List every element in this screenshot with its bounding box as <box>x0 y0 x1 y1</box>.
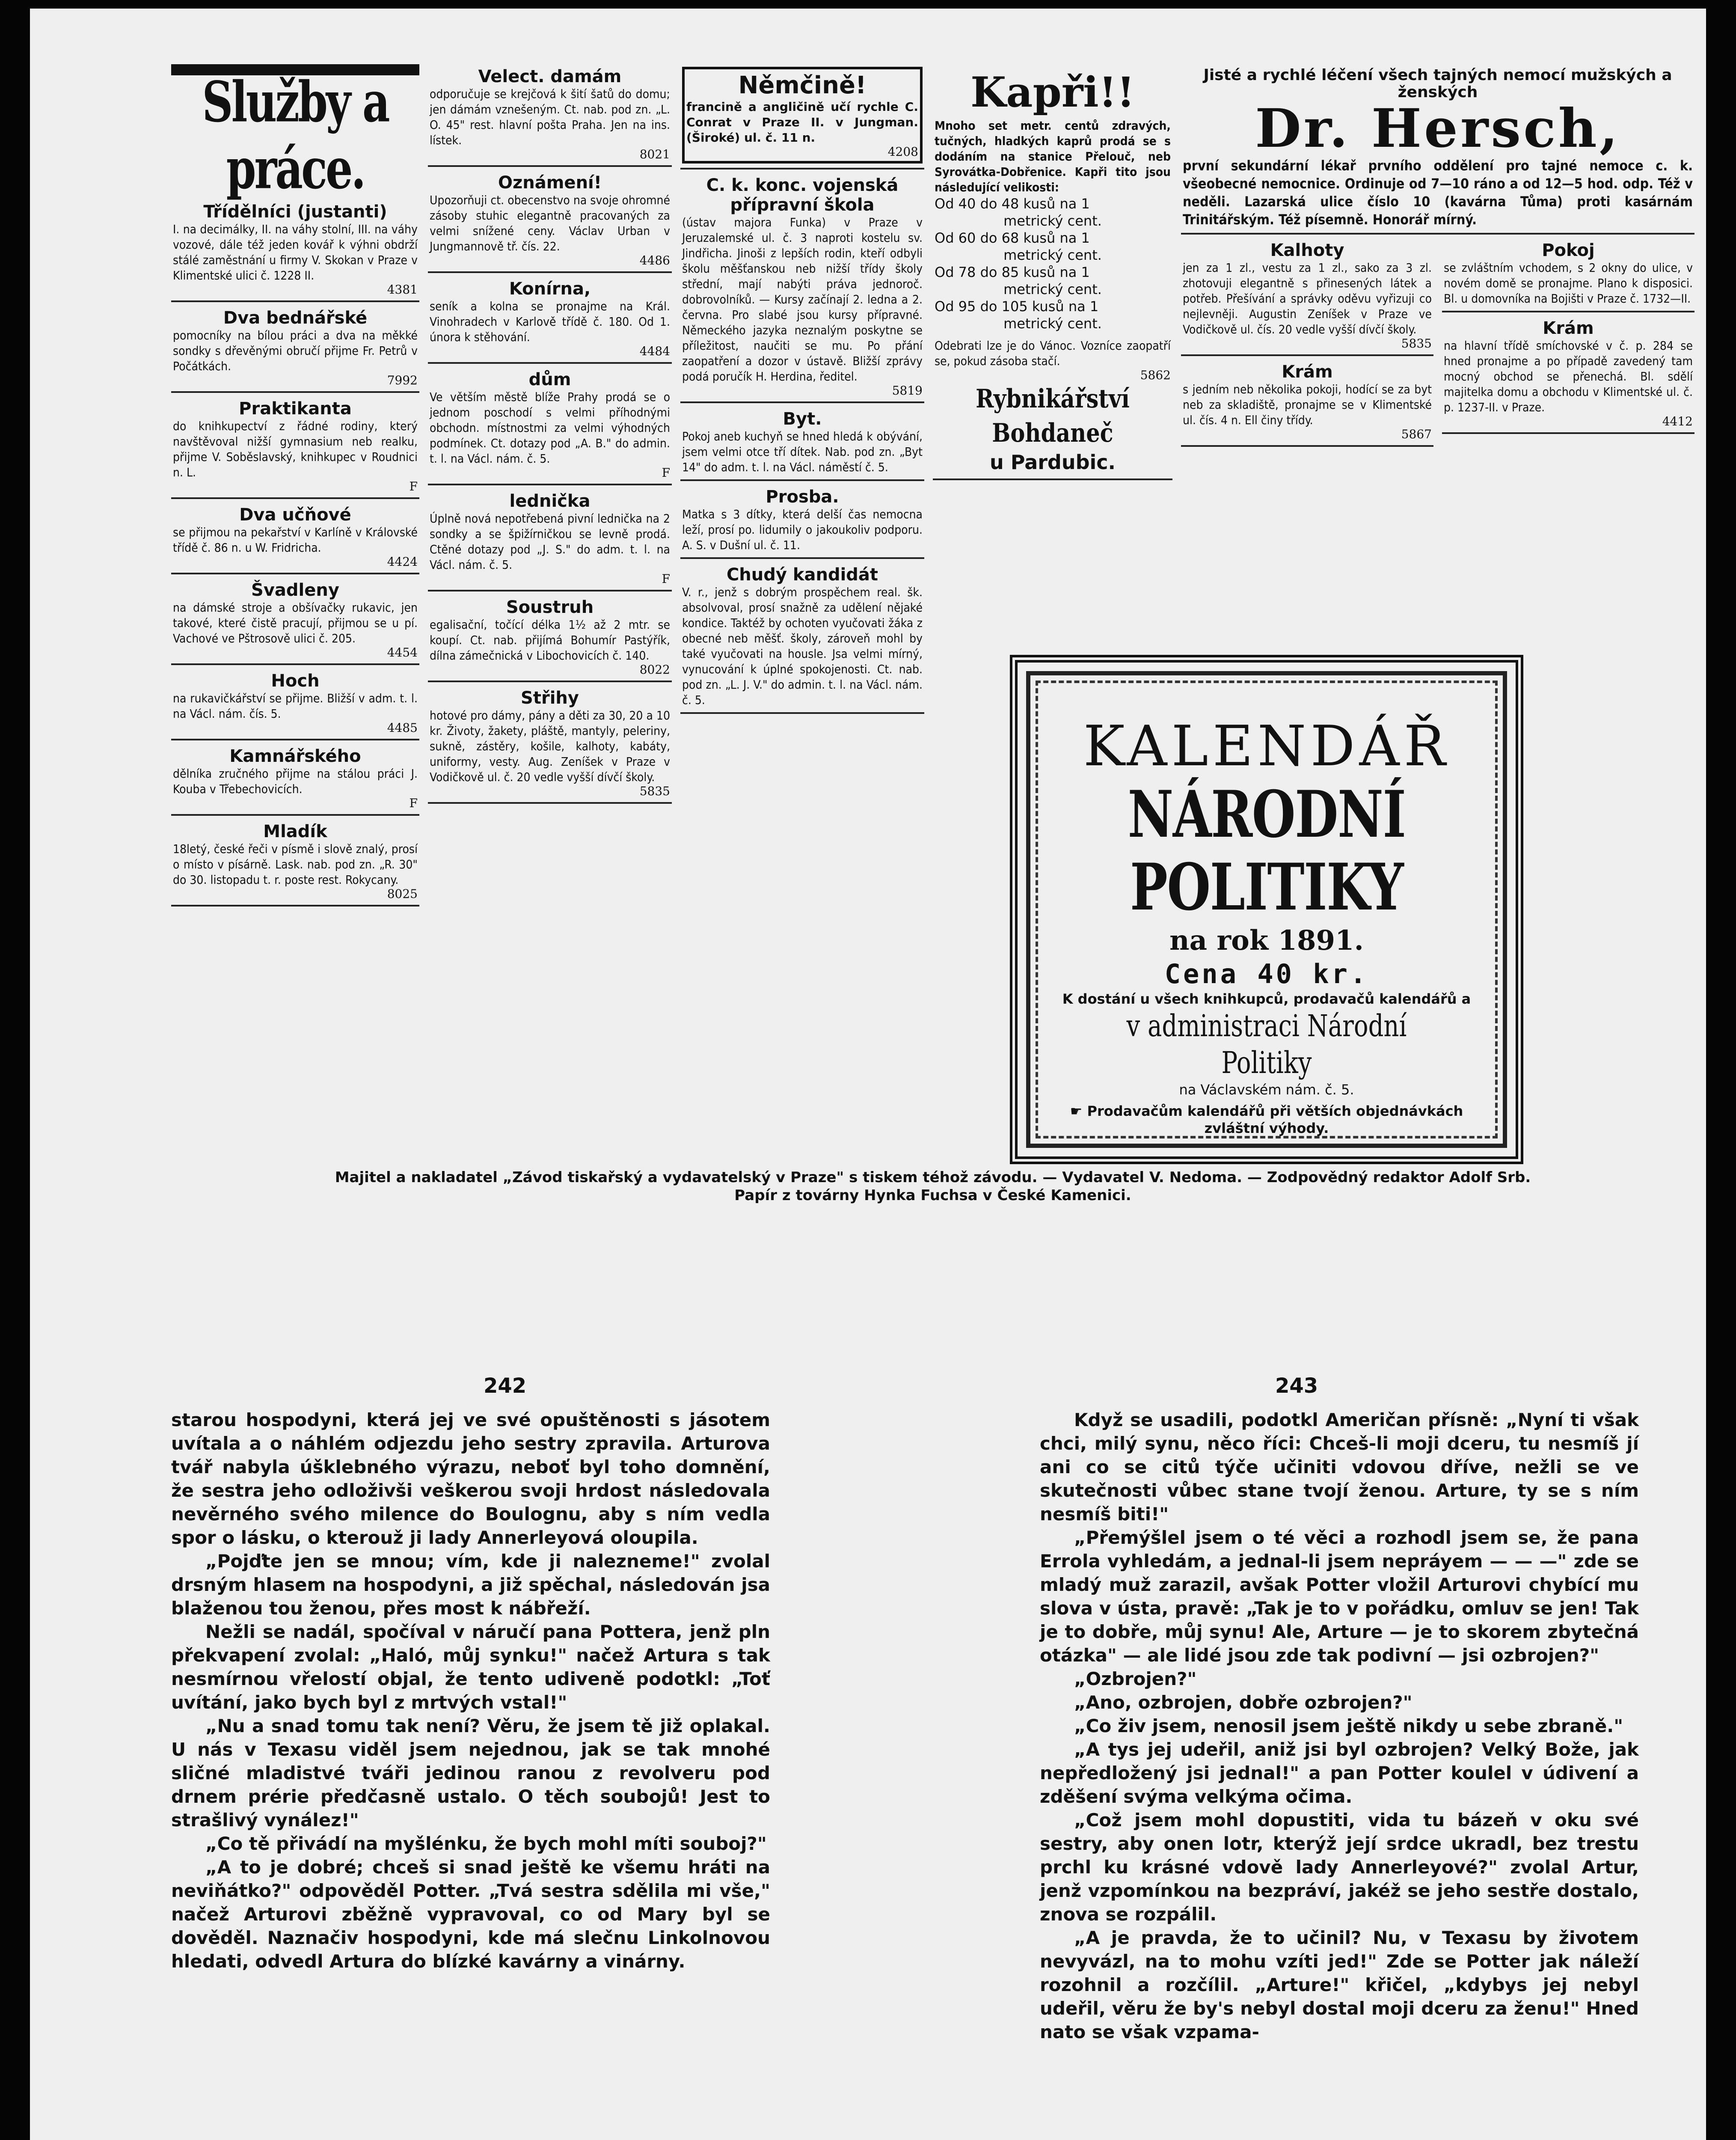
paragraph: Když se usadili, podotkl Američan přísně: „Nyní ti však chci, milý synu, něco říci: Chceš-li moji dceru, tu nesmíš jí ani co se citů týče učiniti vdovou dříve, nežli se ve skutečnosti vůbec stane tvojí ženou. Arture, ty se s ním nesmíš biti!" <box>1040 1409 1639 1525</box>
classified-ad <box>171 578 419 665</box>
ad-text: Upozorňuji ct. obecenstvo na svoje ohromné zásoby stuhic elegantně pracovaných za velmi snížené ceny. Václav Urban v Jungmannově tř. čís. 22. <box>430 193 670 253</box>
paragraph: „Ano, ozbrojen, dobře ozbrojen?" <box>1074 1692 1413 1713</box>
row-right: metrický cent. <box>1003 315 1102 332</box>
classified-ad <box>171 669 419 740</box>
paragraph: „Přemýšlel jsem o té věci a rozhodl jsem se, že pana Errola vyhledám, a jednal-li jsem nepráyem — — —" zde se mladý muž zarazil, avšak Potter vložil Arturovi chybící mu slova v ústa, pravě: „Tak je to v pořádku, omluv se jen! Tak je to dobře, můj synu! Ale, Arture — je to skorem zbytečná otázka" — ale lidé jsou zde tak podivní — jsi ozbrojen?" <box>1040 1527 1639 1666</box>
paragraph: Nežli se nadál, spočíval v náručí pana Pottera, jenž pln překvapení zvolal: „Haló, můj synku!" načež Artura s tak nesmírnou vřelostí objal, že tento udiveně podotkl: „Toť uvítání, jako bych byl z mrtvých vstal!" <box>171 1621 770 1713</box>
paper-line: Papír z továrny Hynka Fuchsa v České Kamenici. <box>734 1187 1131 1204</box>
classified-ad <box>171 819 419 907</box>
ad-text: francině a angličině učí rychle C. Conrat v Praze II. v Jungman. (Široké) ul. č. 11 n. <box>686 100 918 145</box>
ad-title: Soustruh <box>506 597 594 617</box>
table-row <box>935 247 1171 264</box>
ad-code: 4381 <box>387 282 418 297</box>
publisher-line: Majitel a nakladatel „Závod tiskařský a vydavatelský v Praze" s tiskem téhož závodu. — Vydavatel V. Nedoma. — Zodpovědný redaktor Adolf Srb. <box>335 1169 1531 1186</box>
ad-code: 7992 <box>387 373 418 387</box>
ad-text: dělníka zručného přijme na stálou práci J. Kouba v Třebechovicích. <box>173 767 418 796</box>
classified-ad <box>1181 238 1433 356</box>
classified-ad <box>428 170 672 273</box>
paragraph: „Co tě přivádí na myšlénku, že bych mohl míti souboj?" <box>205 1833 767 1854</box>
book-page-right <box>1040 1408 1639 2044</box>
row-left: Od 78 do 85 kusů na 1 <box>935 264 1090 280</box>
row-left: Od 95 do 105 kusů na 1 <box>935 298 1099 315</box>
ad-code: 8025 <box>387 887 418 901</box>
classified-ad <box>680 562 924 714</box>
ad-title: Chudý kandidát <box>726 565 878 585</box>
table-row <box>935 195 1171 212</box>
paragraph: „A tys jej udeřil, aniž jsi byl ozbrojen? Velký Bože, jak nepředložený jsi jednal!" a pan Potter koulel v údivení a zděšení svýma velkýma očima. <box>1040 1739 1639 1807</box>
ad-text: seník a kolna se pronajme na Král. Vinohradech v Karlově třídě č. 180. Od 1. února k stěhování. <box>430 299 670 344</box>
publisher-footer <box>171 1168 1694 1204</box>
ad-text: (ústav majora Funka) v Praze v Jeruzalemské ul. č. 3 naproti kostelu sv. Jindřicha. Jinoši z lepších rodin, kteří odbyli školu měšťanskou neb nižší třídy školy střední, mají nabýti práva jednoroč. dobrovolníků. — Kursy začínají 2. ledna a 2. června. Pro slabé jsou kursy přípravné. Německého jazyka neznalým poskytne se příležitost, naučiti se mu. Po přání zaopatření a dozor v ústavě. Bližší zprávy podá poručík H. Herdina, ředitel. <box>682 215 923 383</box>
classified-ad <box>1442 316 1694 434</box>
calendar-year: na rok 1891. <box>1169 924 1364 957</box>
ad-text: pomocníky na bílou práci a dva na měkké sondky s dřevěnými obručí přijme Fr. Petrů v Počátkách. <box>173 328 418 373</box>
calendar-note <box>1043 1103 1490 1137</box>
ad-title: Střihy <box>521 688 579 708</box>
ad-title: Němčině! <box>738 71 867 99</box>
ad-text: první sekundární lékař prvního oddělení pro tajné nemoce c. k. všeobecné nemocnice. Ordinuje od 7—10 ráno a od 12—5 hod. odp. Též v neděli. Lazarská ulice číslo 10 (kavárna Tůma) proti kasárnám Trinitářským. Též písemně. Honorář mírný. <box>1183 158 1693 228</box>
classified-ad <box>1181 360 1433 447</box>
ads-left <box>1181 238 1433 450</box>
ad-text: odporučuje se krejčová k šití šatů do domu; jen dámám vznešeným. Ct. nab. pod zn. „L. O. 45" rest. hlavní pošta Praha. Jen na ins. lístek. <box>430 87 670 147</box>
ad-title: dům <box>528 370 571 389</box>
ad-title: Třídělníci (justanti) <box>203 202 387 222</box>
calendar-title: KALENDÁŘ <box>1083 713 1450 779</box>
calendar-subtitle: NÁRODNÍ POLITIKY <box>1128 777 1406 925</box>
ad-code: 4486 <box>639 253 670 268</box>
column-services <box>171 64 419 910</box>
page-number-left: 242 <box>484 1374 527 1398</box>
ad-title: C. k. konc. vojenská přípravní škola <box>706 175 899 215</box>
calendar-note-text: Prodavačům kalendářů při větších objednávkách zvláštní výhody. <box>1087 1103 1463 1136</box>
paragraph: starou hospodyni, která jej ve své opuštěnosti s jásotem uvítala a o náhlém odjezdu jeho sestry zpravila. Arturova tvář nabyla úšklebného výrazu, neboť byl toho domnění, že sestra jeho odloživši veškerou svoji hrdost následovala nevěrného svého milence do Boulognu, aby s ním vedla spor o lásku, o kterouž ji lady Annerleyová oloupila. <box>171 1409 770 1548</box>
calendar-advert-inner <box>1026 671 1507 1148</box>
ad-title: Kalhoty <box>1270 241 1344 260</box>
ad-title: Krám <box>1543 318 1594 338</box>
ad-code: 5867 <box>1401 427 1432 441</box>
doctor-name: Dr. Hersch, <box>1255 98 1620 160</box>
table-row <box>935 229 1171 247</box>
ad-code: 4454 <box>387 645 418 660</box>
calendar-advert <box>1010 655 1523 1164</box>
paragraph: „A je pravda, že to učinil? Nu, v Texasu by životem nevyvázl, na to mohu vzíti jed!" Zde se Potter jak náleží rozohnil a rozčílil. „Arture!" křičel, „kdybys jej nebyl udeřil, věru že by's nebyl dostal moji dceru za ženu!" Hned nato se však vzpama- <box>1040 1927 1639 2042</box>
table-row <box>935 315 1171 332</box>
ad-text: hotové pro dámy, pány a děti za 30, 20 a 10 kr. Životy, žakety, pláště, mantyly, peleriny, sukně, zástěry, košile, kalhoty, kabáty, uniformy, vesty. Aug. Zeníšek v Praze v Vodičkově ul. č. 20 vedle vyšší dívčí školy. <box>430 708 670 784</box>
row-right: metrický cent. <box>1003 247 1102 263</box>
paragraph: „Pojďte jen se mnou; vím, kde ji nalezneme!" zvolal drsným hlasem na hospodyni, a již spěchal, následován jsa blaženou tou ženou, přes most k nábřeží. <box>171 1551 770 1619</box>
classified-ad <box>680 173 924 403</box>
ad-title: Velect. damám <box>478 67 622 86</box>
paragraph: „Ozbrojen?" <box>1074 1668 1197 1689</box>
ad-text: Pokoj aneb kuchyň se hned hledá k obývání, jsem velmi otce tří dítek. Nab. pod zn. „Byt 14" do adm. t. l. na Václ. náměstí č. 5. <box>682 429 923 474</box>
ad-code: 4412 <box>1662 414 1693 428</box>
ad-text: na dámské stroje a obšívačky rukavic, jen takové, které čistě pracují, přijmou se u pí. Vachové ve Pštrosově ulici č. 205. <box>173 600 418 645</box>
column-ads-2 <box>428 64 672 807</box>
ad-title: Kamnářského <box>229 746 361 766</box>
ad-text: I. na decimálky, II. na váhy stolní, III. na váhy vozové, dále též jeden kovář k výhni obdrží stálé zaměstnání u firmy V. Skokan v Praze v Klimentské ulici č. 1228 II. <box>173 222 418 282</box>
row-right: metrický cent. <box>1003 281 1102 297</box>
page-number-right: 243 <box>1275 1374 1318 1398</box>
ad-text: 18letý, české řeči v písmě i slově znalý, prosí o místo v písárně. Lask. nab. pod zn. „R. 30" do 30. listopadu t. r. poste rest. Rokycany. <box>173 842 418 887</box>
ad-text: s jedním neb několika pokoji, hodící se za byt neb za skladiště, pronajme se v Klimentské ul. čís. 4 n. Ell činy třídy. <box>1183 382 1432 427</box>
table-row <box>935 264 1171 281</box>
ad-text: Odebrati lze je do Vánoc. Vozníce zaopatří se, pokud zásoba stačí. <box>935 339 1171 368</box>
calendar-availability: K dostání u všech knihkupců, prodavačů kalendářů a <box>1062 991 1471 1007</box>
ad-code: 5835 <box>639 784 670 798</box>
paragraph: „Co živ jsem, nenosil jsem ještě nikdy u sebe zbraně." <box>1074 1715 1623 1736</box>
ad-title: Dva učňové <box>239 505 351 525</box>
ad-code: 8022 <box>639 663 670 677</box>
classified-ad <box>680 407 924 481</box>
ad-code: F <box>409 796 418 810</box>
pointing-hand-icon: ☛ <box>1070 1103 1087 1119</box>
classified-ad <box>428 64 672 167</box>
ad-title: Praktikanta <box>239 399 352 419</box>
ad-text: egalisační, točící délka 1½ až 2 mtr. se koupí. Ct. nab. přijímá Bohumír Pastýřík, dílna zámečnická v Libochovicích č. 140. <box>430 618 670 663</box>
calendar-admin: v administraci Národní Politiky <box>1126 1008 1407 1080</box>
ad-title: lednička <box>509 491 591 511</box>
newspaper-page <box>171 64 1694 1194</box>
doctor-ad <box>1181 64 1694 235</box>
ad-tagline: Jisté a rychlé léčení všech tajných nemocí mužských a ženských <box>1203 66 1672 101</box>
ad-title: Kapři!! <box>970 68 1135 116</box>
table-row <box>935 298 1171 315</box>
ad-title: Hoch <box>271 671 320 691</box>
column-carp-ad <box>933 64 1172 484</box>
ad-title: Pokoj <box>1542 241 1595 260</box>
ad-text: Ve větším městě blíže Prahy prodá se o jednom poschodí s velmi příhodnými obchodn. místnostmi za velmi výhodných podmínek. Ct. dotazy pod „A. B." do admin. t. l. na Václ. nám. č. 5. <box>430 390 670 466</box>
ad-text: na rukavičkářství se přijme. Bližší v adm. t. l. na Václ. nám. čís. 5. <box>173 691 418 721</box>
classified-ad <box>680 484 924 559</box>
classified-ad <box>428 489 672 591</box>
calendar-address: na Václavském nám. č. 5. <box>1179 1082 1354 1098</box>
classified-ad <box>428 686 672 804</box>
classified-ad <box>171 199 419 302</box>
table-row <box>935 212 1171 229</box>
ad-code: F <box>662 572 670 586</box>
ads-grid <box>1181 238 1694 450</box>
ad-code: 8021 <box>639 147 670 161</box>
ad-title: Dva bednářské <box>223 308 368 328</box>
column-ads-3 <box>680 64 924 717</box>
ad-code: F <box>662 466 670 480</box>
ad-text: se přijmou na pekařství v Karlíně v Královské třídě č. 86 n. u W. Fridricha. <box>173 525 418 555</box>
paragraph: „Což jsem mohl dopustiti, vida tu bázeň v oku své sestry, aby onen lotr, kterýž její srdce ukradl, bez trestu prchl ku krásné vdově lady Annerleyové?" zvolal Artur, jenž vzpomínkou na bezpráví, jakéž se jeho sestře dostalo, znova se rozpálil. <box>1040 1810 1639 1925</box>
ad-title: Mladík <box>263 822 327 841</box>
ad-signature-place: u Pardubic. <box>989 451 1116 474</box>
classified-ad <box>428 276 672 364</box>
classified-ad <box>1442 238 1694 312</box>
ad-code: 5862 <box>1140 368 1171 382</box>
classified-ad <box>428 595 672 682</box>
ad-code: 4484 <box>639 344 670 358</box>
ad-text: Mnoho set metr. centů zdravých, tučných, hladkých kaprů prodá se s dodáním na stanice Přelouč, neb Syrovátka-Dobřenice. Kapři tito jsou následující velikosti: <box>935 119 1171 194</box>
classified-ad <box>171 396 419 499</box>
carp-ad <box>933 64 1172 480</box>
language-ad <box>680 64 924 169</box>
column-doctor-ads <box>1181 64 1694 450</box>
ad-text: Matka s 3 dítky, která delší čas nemocna leží, prosí po. lidumily o jakoukoliv podporu. A. S. v Dušní ul. č. 11. <box>682 507 923 552</box>
ad-code: 4424 <box>387 555 418 569</box>
ad-title: Prosba. <box>766 487 839 507</box>
classified-ad <box>171 502 419 574</box>
ad-code: 4485 <box>387 721 418 735</box>
classified-ad <box>428 367 672 485</box>
ad-code: 5835 <box>1401 336 1432 351</box>
ad-text: Úplně nová nepotřebená pivní lednička na 2 sondky a se špižírničkou se levně prodá. Ctěné dotazy pod „J. S." do adm. t. l. na Václ. nám. č. 5. <box>430 511 670 572</box>
row-right: metrický cent. <box>1003 213 1102 229</box>
calendar-price: Cena 40 kr. <box>1164 958 1369 990</box>
paragraph: „Nu a snad tomu tak není? Věru, že jsem tě již oplakal. U nás v Texasu viděl jsem nejednou, jak se tak mnohé sličné mladistvé tváři jedinou ranou z revolveru pod drnem prérie předčasně ustalo. O těch soubojů! Jest to strašlivý vynález!" <box>171 1715 770 1831</box>
table-row <box>935 281 1171 298</box>
ad-text: jen za 1 zl., vestu za 1 zl., sako za 3 zl. zhotovuji elegantně s přinesených látek a potřeb. Přešívání a správky oděvu vyřizuji co nejlevněji. Augustin Zeníšek v Praze ve Vodičkově ul. čís. 20 vedle vyšší dívčí školy. <box>1183 261 1432 336</box>
ad-text: se zvláštním vchodem, s 2 okny do ulice, v novém domě se pronajme. Plano k disposici. Bl. u domovníka na Bojišti v Praze č. 1732—II. <box>1444 261 1693 306</box>
ad-title: Konírna, <box>509 279 591 299</box>
ad-code: 4208 <box>887 145 918 159</box>
ad-title: Švadleny <box>251 580 339 600</box>
ad-text: V. r., jenž s dobrým prospěchem real. šk. absolvoval, prosí snažně za udělení nějaké kondice. Taktéž by ochoten vyučovati žáka z obecné neb měšť. školy, zároveň mohl by také vyučovati na housle. Jsa velmi mírný, vynucování k úplné spokojenosti. Ct. nab. pod zn. „L. J. V." do admin. t. l. na Václ. nám. č. 5. <box>682 585 923 707</box>
ad-signature: Rybnikářství Bohdaneč <box>976 384 1130 448</box>
section-heading: Služby a práce. <box>202 69 389 202</box>
ad-title: Byt. <box>783 409 822 429</box>
row-left: Od 60 do 68 kusů na 1 <box>935 230 1090 246</box>
ad-code: 5819 <box>892 383 923 398</box>
row-left: Od 40 do 48 kusů na 1 <box>935 196 1090 212</box>
ad-title: Krám <box>1282 362 1333 382</box>
book-page-left <box>171 1408 770 1973</box>
ad-title: Oznámení! <box>498 173 602 193</box>
ads-right <box>1442 238 1694 450</box>
ad-text: na hlavní třídě smíchovské v č. p. 284 se hned pronajme a po případě zavedený tam mocný obchod se přenechá. Bl. sdělí majitelka domu a obchodu v Klimentské ul. č. p. 1237-II. v Praze. <box>1444 339 1693 414</box>
boxed-ad <box>682 67 923 163</box>
ad-code: F <box>409 479 418 493</box>
classified-ad <box>171 306 419 393</box>
paragraph: „A to je dobré; chceš si snad ještě ke všemu hráti na neviňátko?" odpověděl Potter. „Tvá sestra sdělila mi vše," načež Arturovi zběžně vypravoval, co od Mary byl se dověděl. Naznačiv hospodyni, kde má slečnu Linkolnovou hledati, odvedl Artura do blízké kavárny a vinárny. <box>171 1857 770 1972</box>
classified-ad <box>171 744 419 816</box>
ad-text: do knihkupectví z řádné rodiny, který navštěvoval nižší gymnasium neb realku, přijme V. Soběslavský, knihkupec v Roudnici n. L. <box>173 419 418 479</box>
